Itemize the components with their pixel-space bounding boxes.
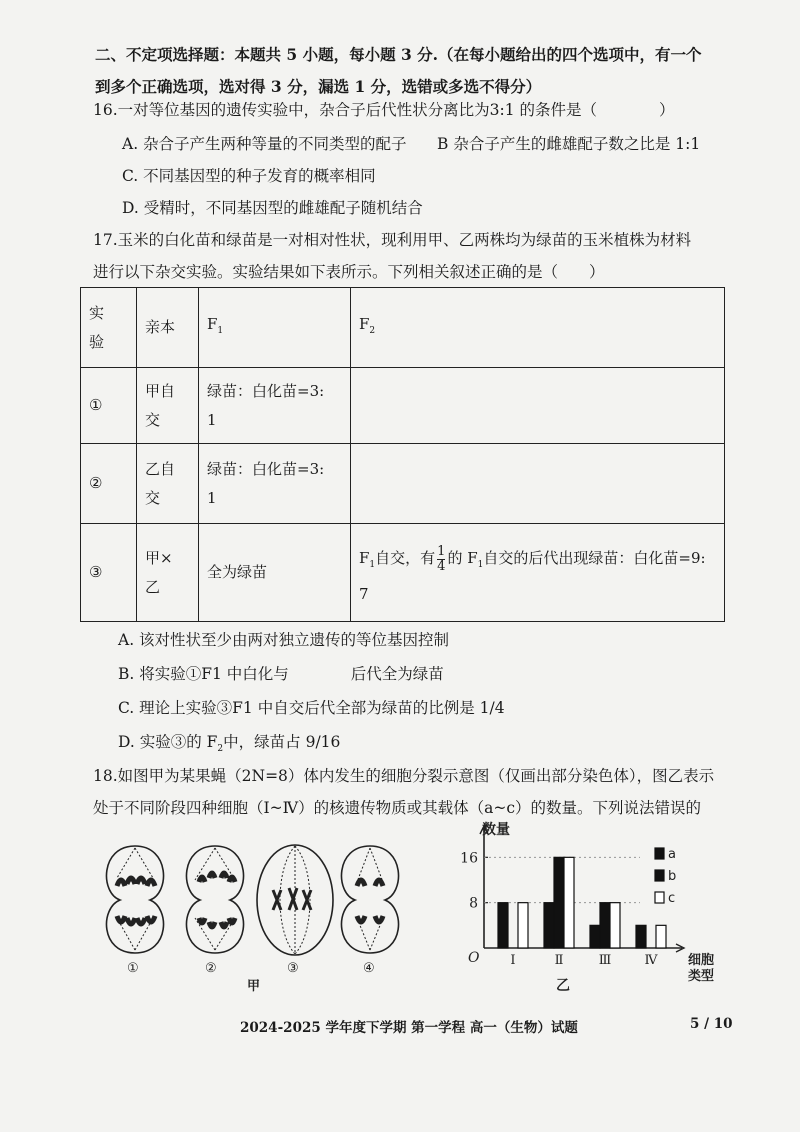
row1-f1: 绿苗：白化苗=3: 1 [199, 368, 351, 444]
x-tick-label: Ⅳ [644, 953, 658, 968]
q16-option-c: C. 不同基因型的种子发育的概率相同 [122, 167, 376, 185]
x-axis-label-line2: 类型 [688, 969, 715, 984]
section-heading-line1: 二、不定项选择题：本题共 5 小题，每小题 3 分.（在每小题给出的四个选项中，有一个 [95, 45, 702, 64]
q17-option-c: C. 理论上实验③F1 中自交后代全部为绿苗的比例是 1/4 [118, 699, 505, 717]
legend-label-a: a [668, 847, 676, 862]
table-row [81, 368, 725, 444]
bar-a [498, 903, 508, 948]
q16-option-d: D. 受精时，不同基因型的雌雄配子随机结合 [122, 199, 423, 217]
x-axis-label-line1: 细胞 [688, 953, 715, 968]
row3-f2: $F_1$自交，有 $\frac{1}{4}$ 的 $F_1$自交的后代出现绿苗：白化苗=9: 7 [351, 524, 725, 622]
bar-b [554, 857, 564, 948]
header-exp: 实 验 [81, 288, 137, 368]
origin-label: O [468, 950, 480, 966]
table-row [81, 524, 725, 622]
q17-option-a: A. 该对性状至少由两对独立遗传的等位基因控制 [118, 631, 450, 649]
q16-option-b: B 杂合子产生的雌雄配子数之比是 1:1 [437, 135, 701, 153]
cell-label-3: ③ [287, 961, 299, 976]
bar-a [590, 925, 600, 948]
cell-label-1: ① [127, 961, 139, 976]
figure-yi-caption: 乙 [556, 978, 570, 994]
table-header-row [81, 288, 725, 368]
figure-jia [95, 838, 425, 1003]
legend-swatch-b [655, 870, 664, 881]
legend-label-b: b [668, 869, 677, 884]
q16-stem: 16.一对等位基因的遗传实验中，杂合子后代性状分离比为3:1 的条件是（ ） [93, 101, 675, 119]
row1-f2 [351, 368, 725, 444]
bar-b [600, 903, 610, 948]
table-row [81, 444, 725, 524]
x-tick-label: Ⅱ [554, 953, 564, 968]
cell-2 [186, 846, 243, 953]
cell-label-4: ④ [363, 961, 375, 976]
bar-c [518, 903, 528, 948]
figure-jia-caption: 甲 [247, 979, 261, 994]
legend-label-c: c [668, 891, 676, 906]
cell-3 [257, 845, 333, 955]
row2-f2 [351, 444, 725, 524]
cell-1 [106, 846, 163, 953]
row2-exp: ② [81, 444, 137, 524]
bar-c [656, 925, 666, 948]
experiment-table [80, 287, 725, 622]
bar-a [544, 903, 554, 948]
q17-option-b: B. 将实验①F1 中白化与 后代全为绿苗 [118, 665, 444, 683]
bar-a [636, 925, 646, 948]
header-f1: $F_1$ [199, 288, 351, 368]
header-f2: $F_2$ [351, 288, 725, 368]
q17-stem-line2: 进行以下杂交实验。实验结果如下表所示。下列相关叙述正确的是（ ） [93, 263, 605, 281]
row3-f1: 全为绿苗 [199, 524, 351, 622]
row1-exp: ① [81, 368, 137, 444]
bar-c [610, 903, 620, 948]
row1-parent: 甲自 交 [137, 368, 199, 444]
bar-c [564, 857, 574, 948]
legend-swatch-a [655, 848, 664, 859]
page-number: 5 / 10 [690, 1016, 733, 1032]
y-axis-label: 数量 [482, 822, 510, 838]
row3-parent: 甲× 乙 [137, 524, 199, 622]
x-tick-label: Ⅰ [510, 953, 516, 968]
figure-yi-chart [450, 818, 730, 996]
q16-option-a: A. 杂合子产生两种等量的不同类型的配子 [122, 135, 407, 153]
row2-parent: 乙自 交 [137, 444, 199, 524]
y-tick-label: 8 [469, 895, 478, 912]
x-tick-label: Ⅲ [598, 953, 612, 968]
header-parent: 亲本 [137, 288, 199, 368]
q18-stem-line1: 18.如图甲为某果蝇（2N=8）体内发生的细胞分裂示意图（仅画出部分染色体），图乙表示 [93, 767, 715, 785]
q17-option-d: D. 实验③的 $F_2$中，绿苗占 9/16 [118, 733, 341, 755]
legend-swatch-c [655, 892, 664, 903]
row3-exp: ③ [81, 524, 137, 622]
cell-label-2: ② [205, 961, 217, 976]
cell-4 [341, 846, 398, 953]
footer-title: 2024-2025 学年度下学期 第一学程 高一（生物）试题 [240, 1020, 578, 1036]
q17-stem-line1: 17.玉米的白化苗和绿苗是一对相对性状，现利用甲、乙两株均为绿苗的玉米植株为材料 [93, 231, 692, 249]
q18-stem-line2: 处于不同阶段四种细胞（Ⅰ~Ⅳ）的核遗传物质或其载体（a~c）的数量。下列说法错误的 [93, 799, 702, 817]
fraction-one-quarter: $\frac{1}{4}$ [437, 543, 446, 574]
section-heading-line2: 到多个正确选项，选对得 3 分，漏选 1 分，选错或多选不得分） [95, 77, 542, 96]
row2-f1: 绿苗：白化苗=3: 1 [199, 444, 351, 524]
y-tick-label: 16 [460, 850, 478, 867]
